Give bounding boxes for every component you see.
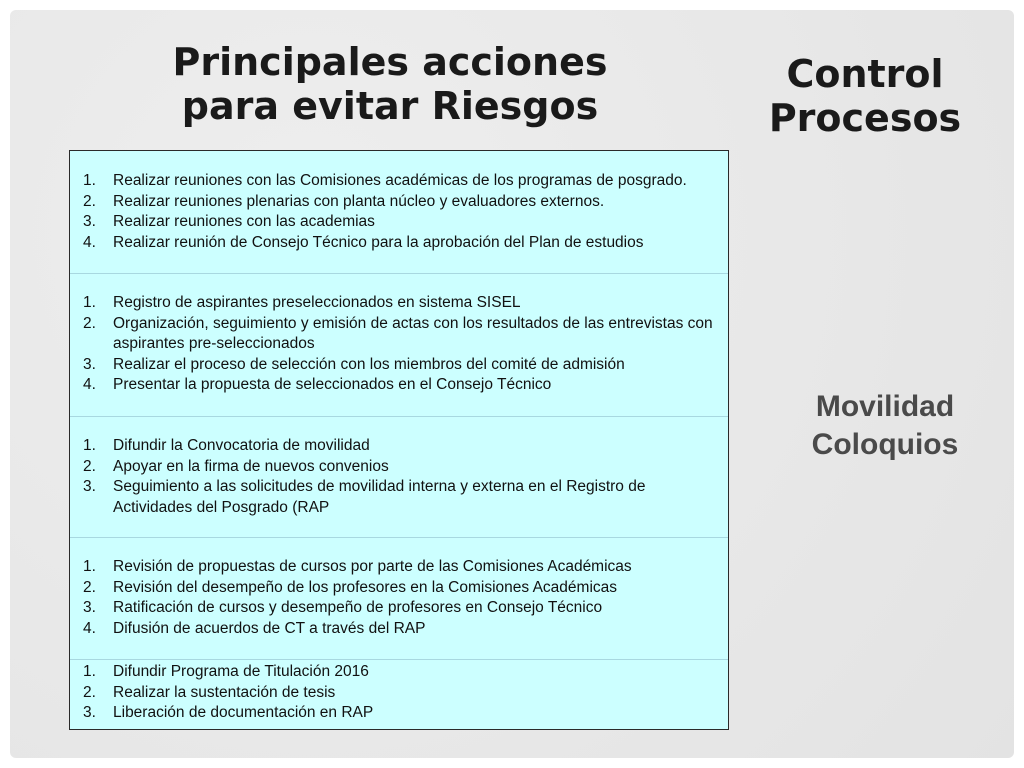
section-4	[70, 537, 728, 639]
main-title-line-2: para evitar Riesgos	[181, 84, 599, 128]
item-text: Realizar reuniones plenarias con planta núcleo y evaluadores externos.	[113, 192, 605, 210]
main-title-line-1: Principales acciones	[172, 40, 608, 84]
side-title-line-1: Control	[786, 52, 944, 96]
item-number: 4.	[83, 619, 96, 637]
item-number: 2.	[83, 683, 96, 701]
item-number: 1.	[83, 294, 96, 311]
list-item	[83, 192, 720, 213]
list-item	[83, 457, 720, 478]
list-item	[83, 619, 720, 640]
side-label-line-2: Coloquios	[811, 428, 959, 461]
item-text: Apoyar en la firma de nuevos convenios	[113, 457, 389, 475]
side-label-movilidad	[775, 388, 995, 464]
item-number: 2.	[83, 192, 96, 210]
list-item	[83, 578, 720, 599]
item-text: Realizar el proceso de selección con los miembros del comité de admisión	[113, 355, 625, 373]
item-text: Realizar reuniones con las Comisiones académicas de los programas de posgrado.	[113, 172, 687, 189]
action-list	[83, 171, 720, 253]
item-number: 3.	[83, 355, 96, 373]
action-list	[83, 293, 720, 396]
item-number: 3.	[83, 704, 96, 721]
list-item	[83, 703, 720, 724]
item-text: Realizar reuniones con las academias	[113, 213, 375, 230]
list-item	[83, 477, 720, 518]
side-label-line-1: Movilidad	[815, 390, 955, 423]
item-number: 3.	[83, 213, 96, 230]
list-item	[83, 233, 720, 254]
item-text: Ratificación de cursos y desempeño de profesores en Consejo Técnico	[113, 599, 603, 616]
item-text: Difundir la Convocatoria de movilidad	[113, 437, 370, 454]
slide-background	[10, 10, 1014, 758]
item-number: 1.	[83, 663, 96, 680]
list-item	[83, 598, 720, 619]
section-1	[70, 171, 728, 253]
list-item	[83, 171, 720, 192]
item-text: Difusión de acuerdos de CT a través del RAP	[113, 619, 426, 637]
item-number: 2.	[83, 578, 96, 596]
list-item	[83, 557, 720, 578]
item-number: 4.	[83, 233, 96, 251]
item-number: 1.	[83, 558, 96, 575]
section-3	[70, 416, 728, 518]
actions-panel	[69, 150, 729, 730]
list-item	[83, 293, 720, 314]
item-number: 4.	[83, 376, 96, 393]
action-list	[83, 436, 720, 518]
list-item	[83, 436, 720, 457]
item-text: Realizar reunión de Consejo Técnico para la aprobación del Plan de estudios	[113, 233, 644, 251]
list-item	[83, 314, 720, 355]
list-item	[83, 375, 720, 396]
action-list	[83, 557, 720, 639]
item-text: Organización, seguimiento y emisión de actas con los resultados de las entrevistas con aspirantes pre-seleccionados	[113, 314, 713, 352]
item-number: 1.	[83, 437, 96, 454]
item-number: 2.	[83, 314, 96, 332]
item-text: Revisión del desempeño de los profesores en la Comisiones Académicas	[113, 578, 618, 596]
item-number: 3.	[83, 599, 96, 616]
item-number: 1.	[83, 172, 96, 189]
item-text: Difundir Programa de Titulación 2016	[113, 663, 369, 680]
item-text: Seguimiento a las solicitudes de movilidad interna y externa en el Registro de Actividades del Posgrado (RAP	[113, 478, 646, 516]
list-item	[83, 683, 720, 704]
section-2	[70, 273, 728, 396]
item-number: 3.	[83, 478, 96, 495]
item-text: Revisión de propuestas de cursos por parte de las Comisiones Académicas	[113, 558, 632, 575]
list-item	[83, 212, 720, 233]
side-title-line-2: Procesos	[768, 96, 962, 140]
list-item	[83, 662, 720, 683]
section-5	[70, 659, 728, 724]
item-text: Presentar la propuesta de seleccionados en el Consejo Técnico	[113, 376, 552, 393]
list-item	[83, 355, 720, 376]
item-text: Liberación de documentación en RAP	[113, 704, 374, 721]
item-number: 2.	[83, 457, 96, 475]
side-title	[750, 52, 980, 140]
item-text: Realizar la sustentación de tesis	[113, 683, 336, 701]
main-title	[160, 40, 620, 128]
action-list	[83, 662, 720, 724]
item-text: Registro de aspirantes preseleccionados en sistema SISEL	[113, 294, 521, 311]
